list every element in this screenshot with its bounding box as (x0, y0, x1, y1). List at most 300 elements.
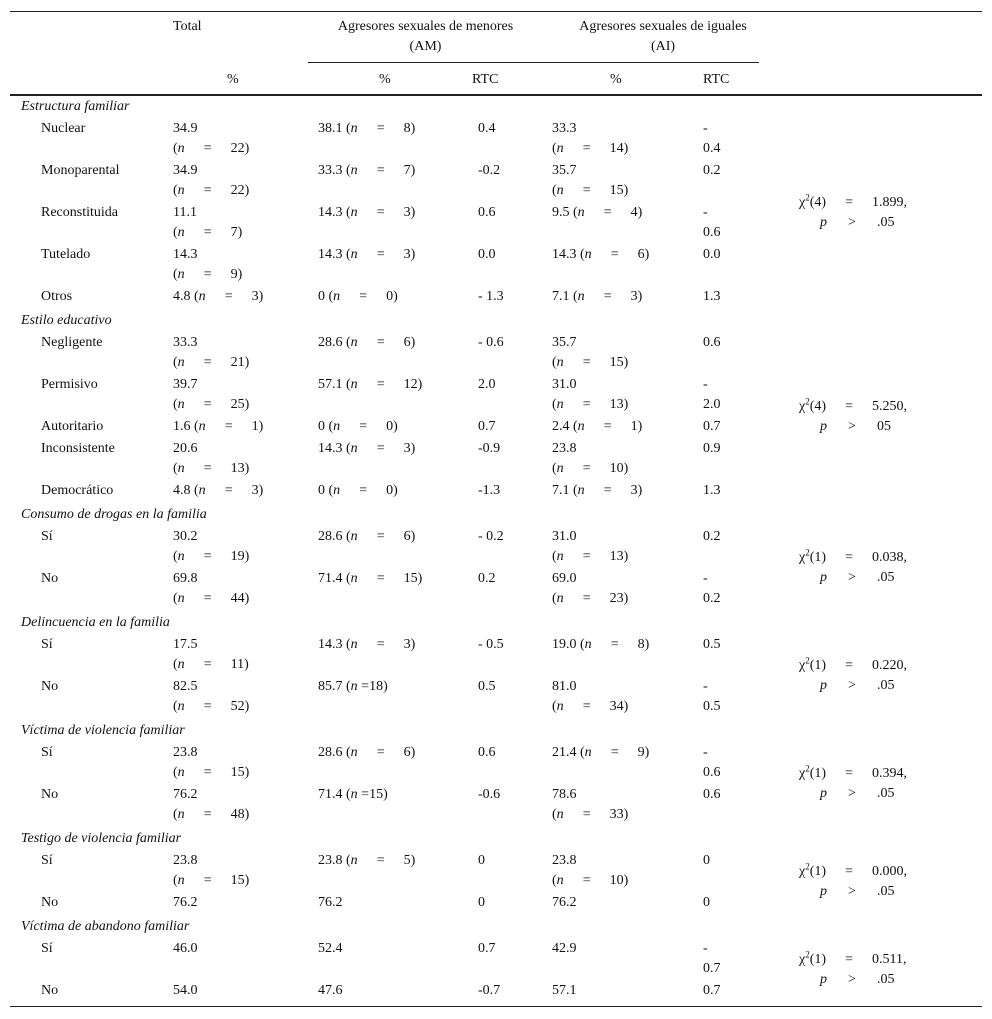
n-value: 21) (230, 355, 250, 370)
am-pct: 71.4 ( (318, 571, 351, 586)
total-pct: 20.6 (173, 441, 198, 456)
n-symbol: n (350, 679, 358, 694)
ai-rtc (703, 569, 721, 609)
row-label: No (41, 571, 59, 586)
p-line (799, 213, 907, 233)
n-symbol: n (177, 549, 185, 564)
total-cell (173, 245, 242, 285)
chi-symbol: χ (799, 399, 806, 414)
am-cell (318, 203, 415, 223)
n-value: 5) (403, 853, 416, 868)
total-cell (173, 635, 249, 675)
n-symbol: n (350, 335, 358, 350)
ai-pct: 42.9 (552, 941, 577, 956)
n-value: 44) (230, 591, 250, 606)
equals-sign: = (203, 873, 212, 888)
chi-symbol: χ (799, 195, 806, 210)
n-expr: (n = 13) (173, 461, 249, 476)
ai-rtc (703, 635, 721, 655)
total-pct: 54.0 (173, 983, 198, 998)
chi-value: 0.038, (872, 550, 908, 565)
p-line (799, 676, 907, 696)
n-symbol: n (577, 419, 585, 434)
ai-pct: 14.3 ( (552, 247, 585, 262)
n-value: 15) (230, 765, 250, 780)
chi-line (799, 397, 907, 417)
header-am-pct: % (379, 72, 391, 87)
n-expr: (n = 11) (173, 657, 249, 672)
ai-pct: 69.0 (552, 571, 577, 586)
chi-square-stat (799, 397, 907, 437)
n-symbol: n (577, 483, 585, 498)
equals-sign: = (359, 419, 368, 434)
n-symbol: n (350, 853, 358, 868)
ai-cell (552, 417, 642, 437)
ai-rtc-line1: - (703, 121, 708, 136)
n-value: 11) (230, 657, 249, 672)
equals-sign: = (203, 355, 212, 370)
equals-sign: = (610, 745, 619, 760)
header-total-pct: % (227, 72, 239, 87)
am-cell (318, 245, 415, 265)
n-symbol: n (556, 355, 564, 370)
n-symbol: n (350, 163, 358, 178)
chi-line (799, 764, 907, 784)
ai-cell (552, 203, 642, 223)
am-pct: 0 ( (318, 419, 334, 434)
total-pct: 76.2 (173, 787, 198, 802)
section-title: Estilo educativo (21, 313, 112, 328)
ai-rtc (703, 677, 721, 717)
ai-rtc-line1: 0.5 (703, 637, 721, 652)
n-value: 3) (403, 205, 416, 220)
n-symbol: n (177, 461, 185, 476)
am-pct: 85.7 ( (318, 679, 351, 694)
equals-sign: = (582, 549, 591, 564)
p-symbol: p (820, 419, 827, 434)
bottom-rule (10, 1006, 982, 1007)
gt-sign: > (848, 215, 856, 230)
equals-sign: = (359, 289, 368, 304)
n-value: 10) (609, 873, 629, 888)
header-ai-line1: Agresores sexuales de iguales (579, 19, 747, 34)
ai-rtc (703, 333, 721, 353)
am-cell (318, 481, 398, 501)
chi-df: (1) (809, 864, 827, 879)
ai-cell (552, 743, 649, 763)
ai-pct: 23.8 (552, 441, 577, 456)
equals-sign: = (203, 141, 212, 156)
ai-pct: 21.4 ( (552, 745, 585, 760)
ai-rtc (703, 893, 710, 913)
row-label: Sí (41, 637, 53, 652)
equals-sign: = (845, 399, 853, 414)
equals-sign: = (376, 745, 385, 760)
n-value: 6) (403, 529, 416, 544)
ai-cell (552, 635, 649, 655)
n-symbol: n (198, 289, 206, 304)
chi-df: (1) (809, 550, 827, 565)
am-rtc: -0.2 (478, 163, 501, 178)
p-value: .05 (877, 972, 895, 987)
n-value: =15) (361, 787, 388, 802)
ai-rtc-line2: 0.6 (703, 225, 721, 240)
n-expr: (n = 10) (552, 461, 628, 476)
ai-pct: 35.7 (552, 335, 577, 350)
am-rtc: -0.6 (478, 787, 501, 802)
p-line (799, 784, 907, 804)
am-rtc: 0.7 (478, 941, 496, 956)
am-pct: 28.6 ( (318, 745, 351, 760)
section-title: Consumo de drogas en la familia (21, 507, 207, 522)
total-pct: 33.3 (173, 335, 198, 350)
total-pct: 11.1 (173, 205, 197, 220)
n-expr (351, 247, 416, 262)
n-symbol: n (333, 419, 341, 434)
ai-rtc-line2: 2.0 (703, 397, 721, 412)
total-cell (173, 527, 249, 567)
equals-sign: = (203, 807, 212, 822)
n-symbol: n (350, 637, 358, 652)
row-label: Sí (41, 853, 53, 868)
n-expr (351, 121, 416, 136)
equals-sign: = (582, 807, 591, 822)
equals-sign: = (376, 247, 385, 262)
n-value: 0) (386, 483, 398, 498)
am-cell (318, 161, 415, 181)
row-label: No (41, 787, 59, 802)
total-pct: 4.8 ( (173, 289, 199, 304)
n-expr: (n = 14) (552, 141, 628, 156)
ai-rtc-line1: - (703, 205, 708, 220)
n-symbol: n (556, 397, 564, 412)
total-pct: 69.8 (173, 571, 198, 586)
am-cell (318, 981, 343, 1001)
n-expr: (n = 15) (173, 873, 249, 888)
n-value: 6) (403, 335, 416, 350)
n-value: 3) (403, 247, 416, 262)
n-expr: (n = 23) (552, 591, 628, 606)
n-value: 13) (609, 397, 629, 412)
n-expr (351, 205, 416, 220)
n-symbol: n (350, 377, 358, 392)
n-value: 3) (403, 637, 416, 652)
am-rtc: 0.7 (478, 419, 496, 434)
n-symbol: n (198, 419, 206, 434)
p-value: 05 (877, 419, 891, 434)
ai-rtc-line2: 0.4 (703, 141, 721, 156)
ai-pct: 57.1 (552, 983, 577, 998)
n-value: 13) (609, 549, 629, 564)
chi-value: 0.394, (872, 766, 908, 781)
header-ai-rtc: RTC (703, 72, 730, 87)
p-value: .05 (877, 678, 895, 693)
n-symbol: n (350, 247, 358, 262)
n-expr: (n = 15) (173, 765, 249, 780)
am-cell (318, 287, 398, 307)
ai-pct: 23.8 (552, 853, 577, 868)
equals-sign: = (582, 141, 591, 156)
ai-cell (552, 287, 642, 307)
ai-cell (552, 439, 628, 479)
ai-cell (552, 893, 577, 913)
ai-rtc-line1: 0.6 (703, 335, 721, 350)
n-value: 15) (609, 183, 629, 198)
equals-sign: = (845, 195, 853, 210)
p-line (799, 568, 907, 588)
am-pct: 14.3 ( (318, 441, 351, 456)
total-cell (173, 439, 249, 479)
n-value: 10) (609, 461, 629, 476)
gt-sign: > (848, 419, 856, 434)
ai-rtc-line1: - (703, 745, 708, 760)
n-symbol: n (177, 765, 185, 780)
n-expr (199, 483, 264, 498)
am-pct: 47.6 (318, 983, 343, 998)
chi-df: (1) (809, 766, 827, 781)
equals-sign: = (376, 571, 385, 586)
row-label: Sí (41, 529, 53, 544)
n-expr: (n = 22) (173, 183, 249, 198)
am-cell (318, 333, 415, 353)
chi-line (799, 862, 907, 882)
am-rtc: - 0.6 (478, 335, 504, 350)
total-cell (173, 333, 249, 373)
am-cell (318, 785, 388, 805)
n-symbol: n (556, 591, 564, 606)
n-value: 22) (230, 183, 250, 198)
row-label: Negligente (41, 335, 103, 350)
total-cell (173, 481, 263, 501)
n-symbol: n (177, 397, 185, 412)
p-line (799, 882, 907, 902)
ai-rtc-line1: 1.3 (703, 289, 721, 304)
n-expr (578, 289, 643, 304)
n-value: 19) (230, 549, 250, 564)
row-label: Sí (41, 745, 53, 760)
ai-cell (552, 785, 628, 825)
section-title: Víctima de abandono familiar (21, 919, 190, 934)
gt-sign: > (848, 884, 856, 899)
n-value: 13) (230, 461, 250, 476)
ai-cell (552, 527, 628, 567)
data-table (10, 0, 982, 1019)
row-label: Inconsistente (41, 441, 115, 456)
equals-sign: = (203, 397, 212, 412)
ai-rtc-line1: 0.7 (703, 983, 721, 998)
ai-rtc (703, 785, 721, 805)
n-expr: (n = 21) (173, 355, 249, 370)
header-am-line1: Agresores sexuales de menores (337, 19, 514, 34)
chi-square-stat (799, 193, 907, 233)
header-am-rtc: RTC (472, 72, 499, 87)
equals-sign: = (203, 657, 212, 672)
am-cell (318, 527, 415, 547)
equals-sign: = (376, 637, 385, 652)
ai-rtc-line1: 0 (703, 895, 710, 910)
n-value: 3) (251, 289, 264, 304)
ai-pct: 35.7 (552, 163, 577, 178)
total-pct: 14.3 (173, 247, 198, 262)
am-pct: 33.3 ( (318, 163, 351, 178)
ai-pct: 2.4 ( (552, 419, 578, 434)
gt-sign: > (848, 972, 856, 987)
n-expr (333, 289, 398, 304)
n-value: 8) (637, 637, 650, 652)
ai-rtc (703, 743, 721, 783)
n-symbol: n (350, 745, 358, 760)
n-value: 33) (609, 807, 629, 822)
n-value: 3) (630, 289, 643, 304)
n-value: 1) (630, 419, 643, 434)
ai-rtc-line1: 0.9 (703, 441, 721, 456)
n-value: 3) (251, 483, 264, 498)
n-value: 22) (230, 141, 250, 156)
total-cell (173, 203, 242, 243)
p-symbol: p (820, 570, 827, 585)
p-value: .05 (877, 570, 895, 585)
total-cell (173, 677, 249, 717)
chi-value: 1.899, (872, 195, 908, 210)
am-rtc: 2.0 (478, 377, 496, 392)
chi-df: (1) (809, 658, 827, 673)
chi-sup: 2 (805, 192, 810, 203)
equals-sign: = (582, 397, 591, 412)
n-expr (351, 163, 416, 178)
chi-square-stat (799, 862, 907, 902)
equals-sign: = (582, 591, 591, 606)
n-symbol: n (177, 141, 185, 156)
section-title: Delincuencia en la familia (21, 615, 170, 630)
n-value: 15) (230, 873, 250, 888)
equals-sign: = (582, 873, 591, 888)
total-cell (173, 981, 198, 1001)
chi-line (799, 950, 907, 970)
chi-value: 5.250, (872, 399, 908, 414)
n-expr: (n = 7) (173, 225, 242, 240)
n-value: 7) (230, 225, 243, 240)
n-expr (585, 637, 650, 652)
ai-rtc (703, 481, 721, 501)
n-symbol: n (577, 205, 585, 220)
n-value: 15) (609, 355, 629, 370)
am-rtc: -1.3 (478, 483, 501, 498)
chi-line (799, 193, 907, 213)
n-symbol: n (350, 571, 358, 586)
chi-df: (4) (809, 399, 827, 414)
am-pct: 0 ( (318, 483, 334, 498)
p-value: .05 (877, 215, 895, 230)
equals-sign: = (603, 205, 612, 220)
ai-rtc (703, 939, 721, 979)
chi-df: (1) (809, 952, 827, 967)
am-rtc: -0.7 (478, 983, 501, 998)
ai-rtc-line1: 0.2 (703, 529, 721, 544)
n-expr (351, 441, 416, 456)
ai-rtc (703, 851, 710, 871)
ai-pct: 9.5 ( (552, 205, 578, 220)
am-rtc: 0.5 (478, 679, 496, 694)
am-rtc: - 1.3 (478, 289, 504, 304)
total-pct: 30.2 (173, 529, 198, 544)
p-symbol: p (820, 786, 827, 801)
row-label: Democrático (41, 483, 114, 498)
equals-sign: = (203, 591, 212, 606)
n-value: 0) (386, 419, 398, 434)
total-cell (173, 851, 249, 891)
equals-sign: = (203, 699, 212, 714)
header-am (308, 17, 543, 57)
am-rtc: 0 (478, 895, 485, 910)
n-expr: (n = 19) (173, 549, 249, 564)
equals-sign: = (610, 637, 619, 652)
ai-cell (552, 333, 628, 373)
n-symbol: n (556, 183, 564, 198)
ai-rtc (703, 981, 721, 1001)
n-expr: (n = 48) (173, 807, 249, 822)
n-symbol: n (177, 183, 185, 198)
n-expr: (n = 44) (173, 591, 249, 606)
total-pct: 23.8 (173, 745, 198, 760)
ai-cell (552, 851, 628, 891)
n-symbol: n (556, 807, 564, 822)
n-expr (199, 419, 264, 434)
n-expr: (n = 13) (552, 549, 628, 564)
n-symbol: n (350, 121, 358, 136)
total-cell (173, 785, 249, 825)
am-rtc: 0.2 (478, 571, 496, 586)
ai-rtc (703, 245, 721, 265)
n-expr: (n = 9) (173, 267, 242, 282)
equals-sign: = (224, 289, 233, 304)
n-expr (351, 637, 416, 652)
equals-sign: = (203, 765, 212, 780)
am-pct: 52.4 (318, 941, 343, 956)
n-value: 15) (403, 571, 423, 586)
am-rtc: 0.6 (478, 745, 496, 760)
row-label: Permisivo (41, 377, 98, 392)
equals-sign: = (582, 699, 591, 714)
equals-sign: = (603, 419, 612, 434)
am-cell (318, 677, 388, 697)
n-symbol: n (177, 591, 185, 606)
n-expr (351, 529, 416, 544)
equals-sign: = (359, 483, 368, 498)
ai-rtc (703, 161, 721, 181)
ai-pct: 81.0 (552, 679, 577, 694)
n-value: 0) (386, 289, 398, 304)
ai-rtc-line2: 0.7 (703, 961, 721, 976)
total-pct: 34.9 (173, 121, 198, 136)
am-cell (318, 119, 415, 139)
n-expr (333, 419, 398, 434)
n-expr (199, 289, 264, 304)
n-value: =18) (361, 679, 388, 694)
n-symbol: n (577, 289, 585, 304)
equals-sign: = (224, 483, 233, 498)
n-symbol: n (177, 657, 185, 672)
n-symbol: n (556, 549, 564, 564)
am-pct: 14.3 ( (318, 637, 351, 652)
total-pct: 1.6 ( (173, 419, 199, 434)
header-total: Total (173, 19, 202, 34)
equals-sign: = (203, 225, 212, 240)
n-symbol: n (177, 807, 185, 822)
n-expr: (n = 10) (552, 873, 628, 888)
equals-sign: = (376, 377, 385, 392)
n-value: 34) (609, 699, 629, 714)
total-cell (173, 119, 249, 159)
